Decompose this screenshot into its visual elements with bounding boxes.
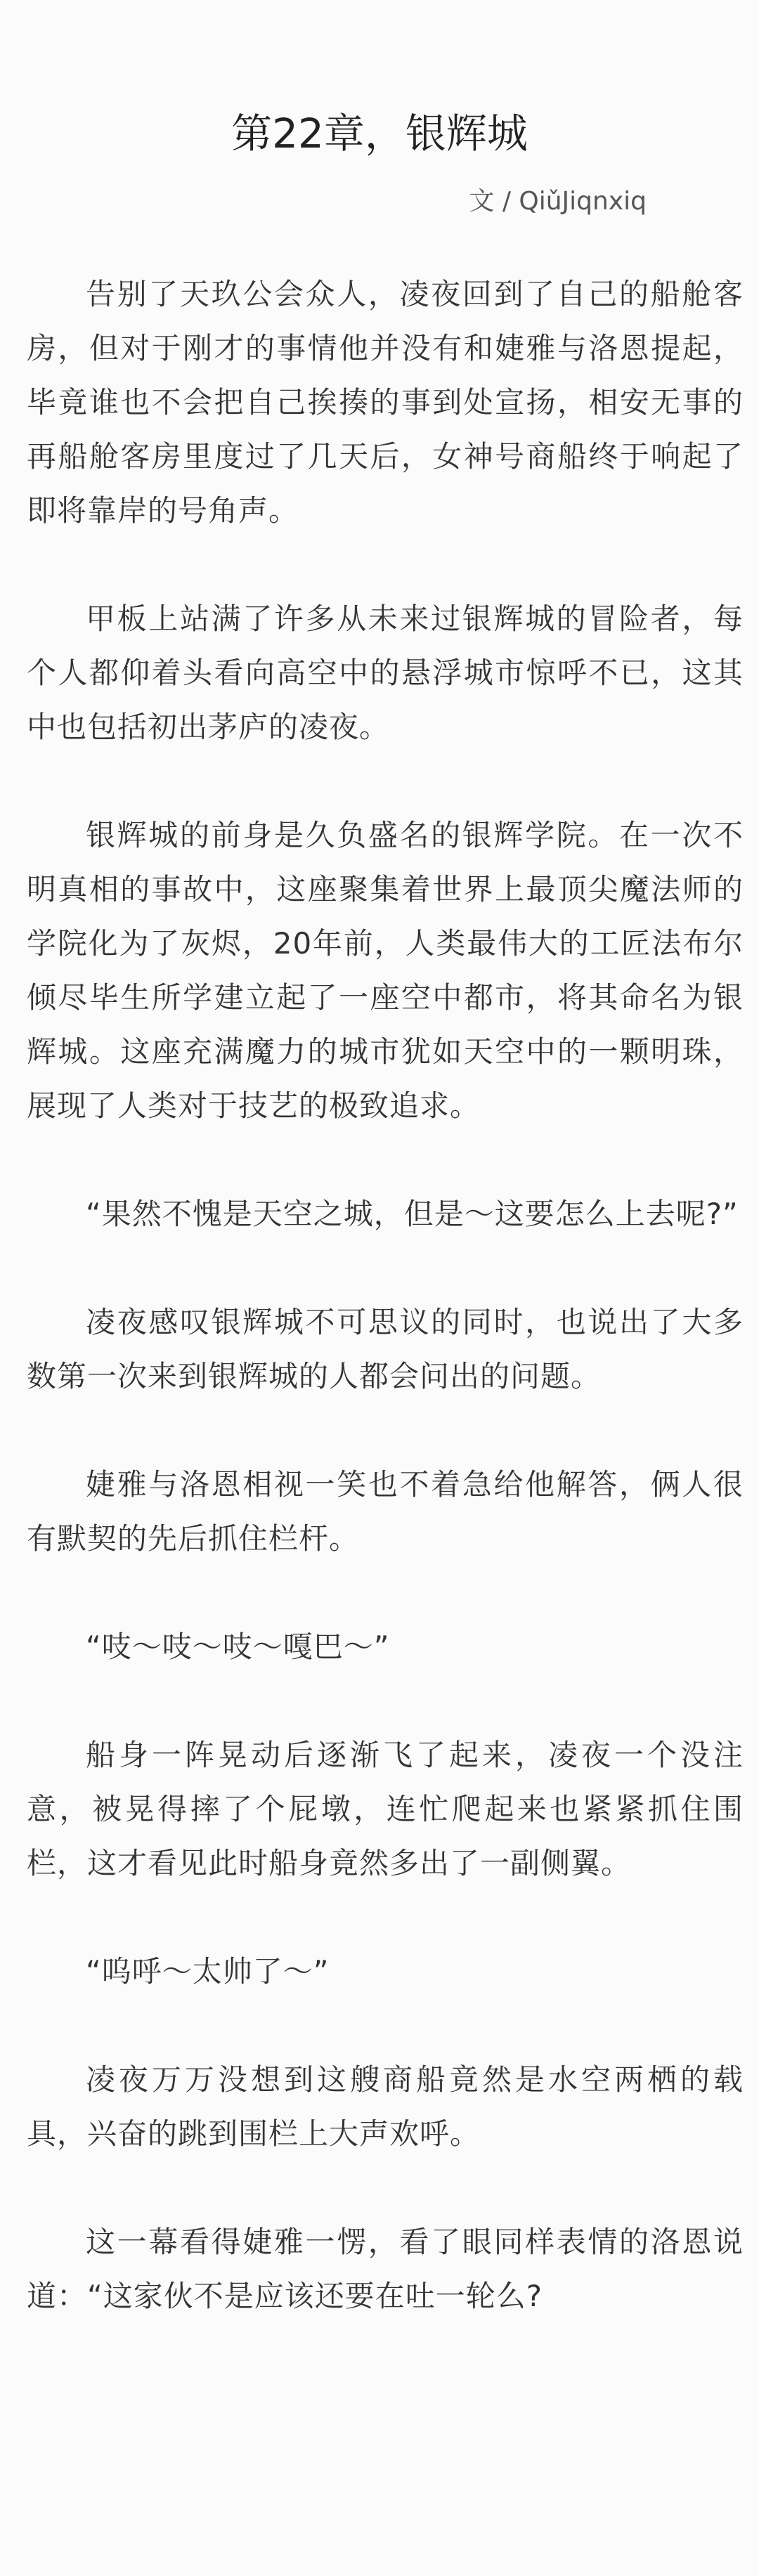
paragraph: 告别了天玖公会众人，凌夜回到了自己的船舱客房，但对于刚才的事情他并没有和婕雅与洛恩提起，毕竟谁也不会把自己挨揍的事到处宣扬，相安无事的再船舱客房里度过了几天后，女神号商船终于响起了即将靠岸的号角声。 (27, 277, 744, 528)
author-line: 文 / QiǔJiqnxiq (469, 187, 647, 216)
paragraph: 银辉城的前身是久负盛名的银辉学院。在一次不明真相的事故中，这座聚集着世界上最顶尖魔法师的学院化为了灰烬，20年前，人类最伟大的工匠法布尔倾尽毕生所学建立起了一座空中都市，将其命名为银辉城。这座充满魔力的城市犹如天空中的一颗明珠，展现了人类对于技艺的极致追求。 (27, 818, 744, 1123)
paragraph: 凌夜万万没想到这艘商船竟然是水空两栖的载具，兴奋的跳到围栏上大声欢呼。 (27, 2062, 744, 2151)
paragraph: 这一幕看得婕雅一愣，看了眼同样表情的洛恩说道：“这家伙不是应该还要在吐一轮么? (27, 2225, 744, 2313)
paragraph: “果然不愧是天空之城，但是～这要怎么上去呢?” (86, 1197, 739, 1231)
paragraph: “呜呼～太帅了～” (86, 1954, 330, 1989)
paragraph: 凌夜感叹银辉城不可思议的同时，也说出了大多数第一次来到银辉城的人都会问出的问题。 (27, 1305, 744, 1393)
paragraph: 船身一阵晃动后逐渐飞了起来，凌夜一个没注意，被晃得摔了个屁墩，连忙爬起来也紧紧抓住围栏，这才看见此时船身竟然多出了一副侧翼。 (27, 1738, 744, 1880)
chapter-body (27, 267, 744, 2377)
chapter-title: 第22章，银辉城 (231, 110, 528, 157)
paragraph: 甲板上站满了许多从未来过银辉城的冒险者，每个人都仰着头看向高空中的悬浮城市惊呼不已，这其中也包括初出茅庐的凌夜。 (27, 601, 744, 744)
paragraph: “吱～吱～吱～嘎巴～” (86, 1629, 390, 1664)
paragraph: 婕雅与洛恩相视一笑也不着急给他解答，俩人很有默契的先后抓住栏杆。 (27, 1467, 744, 1556)
